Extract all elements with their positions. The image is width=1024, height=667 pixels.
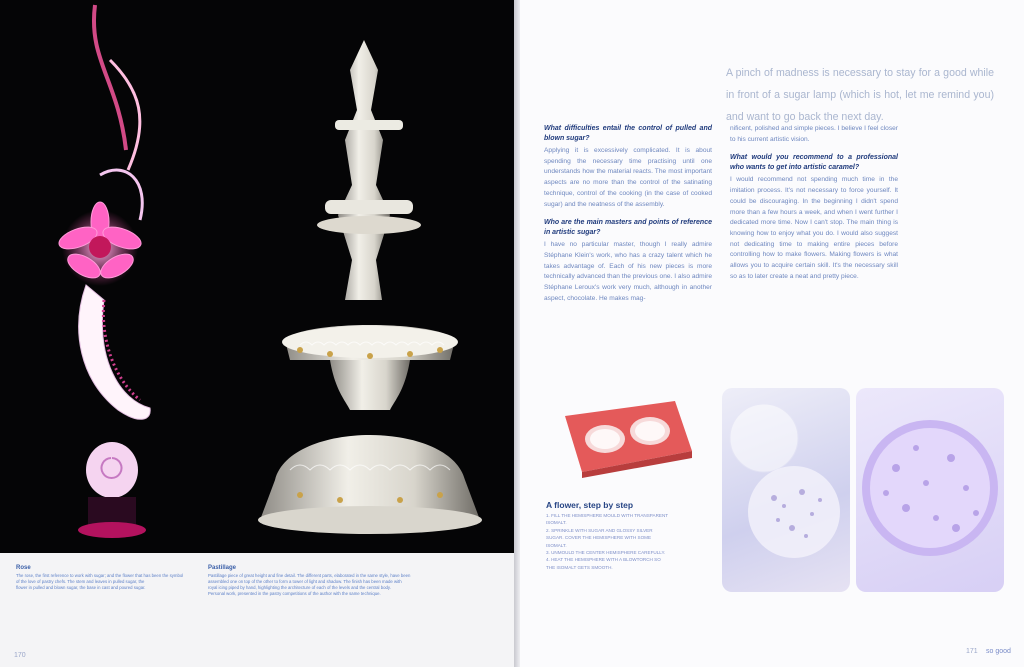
caption-pastillage-line: Pastillage piece of great height and fine detail. The different parts, elaborated in the same style, have been [208, 573, 411, 578]
question-heading: What would you recommend to a professional who wants to get into artistic caramel? [730, 154, 898, 172]
question-heading: Who are the main masters and points of reference in artistic sugar? [544, 219, 712, 237]
caption-rose-line: flower in pulled and blown sugar, the base in cast and poured sugar. [16, 585, 146, 590]
rose-sculpture [56, 5, 150, 538]
finished-sphere-photo [856, 388, 1004, 592]
pastillage-tower-sculpture [258, 8, 482, 534]
caption-pastillage-title: Pastillage [208, 565, 237, 571]
step-by-step-title: A flower, step by step [546, 500, 634, 510]
magazine-brand: so good [986, 648, 1011, 655]
right-page [520, 0, 1024, 667]
caption-rose-line: The rose, the first reference to work with sugar; and the flower that has been the symbol [16, 573, 184, 578]
caption-pastillage-line: assembled one on top of the other to form a tower of light and shadow. The finish has been made with [208, 579, 402, 584]
hemisphere-illustration [722, 388, 850, 592]
step-line: ISOMALT. [546, 542, 567, 548]
caption-pastillage-line: royal icing piped by hand, highlighting the architecture of each of the levels and the central body. [208, 585, 391, 590]
hemisphere-step-photo [722, 388, 850, 592]
step-line: SUGAR. COVER THE HEMISPHERE WITH SOME [546, 535, 652, 541]
sugar-sculptures-photo [0, 0, 517, 553]
step-by-step-list [546, 512, 716, 571]
question-heading: What difficulties entail the control of pulled and blown sugar? [544, 125, 712, 142]
sphere-illustration [856, 388, 1004, 592]
step-line: 1. FILL THE HEMISPHERE MOULD WITH TRANSPARENT [546, 513, 669, 518]
caption-pastillage-line: Personal work, presented in the pastry competitions of the author with the same technique. [208, 591, 381, 596]
page-number-right: 171 [966, 648, 978, 655]
sugar-sculptures-illustration [0, 0, 517, 553]
answer-paragraph: I have no particular master, though I really admire Stéphane Klein's work, who has a crazy talent which he takes advantage of. Each of his new pieces is more technically advanced than the previous one. I also admire Stéphane Leroux's work very much, although in another aspect, chocolate. He makes mag- [544, 241, 712, 302]
silicone-mould-photo [560, 396, 695, 478]
caption-rose-line: of the love of pastry chefs. The stem and leaves in pulled sugar, the [16, 579, 145, 584]
step-line: 2. SPRINKLE WITH SUGAR AND GLOSSY SILVER [546, 527, 653, 533]
step-line: 4. HEAT THE HEMISPHERE WITH A BLOWTORCH SO [546, 557, 661, 563]
text-column-2 [730, 124, 898, 290]
step-line: ISOMALT. [546, 520, 567, 526]
text-column-1 [544, 124, 712, 312]
step-line: THE ISOMALT GETS SMOOTH. [546, 564, 613, 570]
step-line: 3. UNMOULD THE CENTER HEMISPHERE CAREFULLY. [546, 550, 666, 556]
pull-quote: A pinch of madness is necessary to stay for a good while in front of a sugar lamp (which is hot, let me remind you) and want to go back the next day. [726, 67, 994, 123]
caption-rose-title: Rose [16, 565, 31, 571]
mould-illustration [560, 396, 695, 478]
answer-paragraph: I would recommend not spending much time in the imitation process. It's not necessary to force yourself. It could be discouraging. In the beginning I didn't spend more than a few hours a week, and when I went further I dedicated more time. Now I can't stop. The main thing is knowing how to enjoy what you do. I would also suggest not dedicating time to making entire pieces before controlling how to make flowers. Making flowers is what allows you to acquire certain skill. It's the necessary skill so as to later create a neat and pretty piece. [730, 176, 898, 280]
answer-paragraph: nificent, polished and simple pieces. I believe I feel closer to his current artistic vision. [730, 125, 898, 143]
page-number-left: 170 [14, 652, 26, 659]
answer-paragraph: Applying it is excessively complicated. It is about spending the necessary time practising until one understands how the material reacts. The most important aspects are no more than the control of the satinating technique, control of the cooking (in the case of cooked sugar) and the neatness of the assembly. [544, 147, 712, 208]
